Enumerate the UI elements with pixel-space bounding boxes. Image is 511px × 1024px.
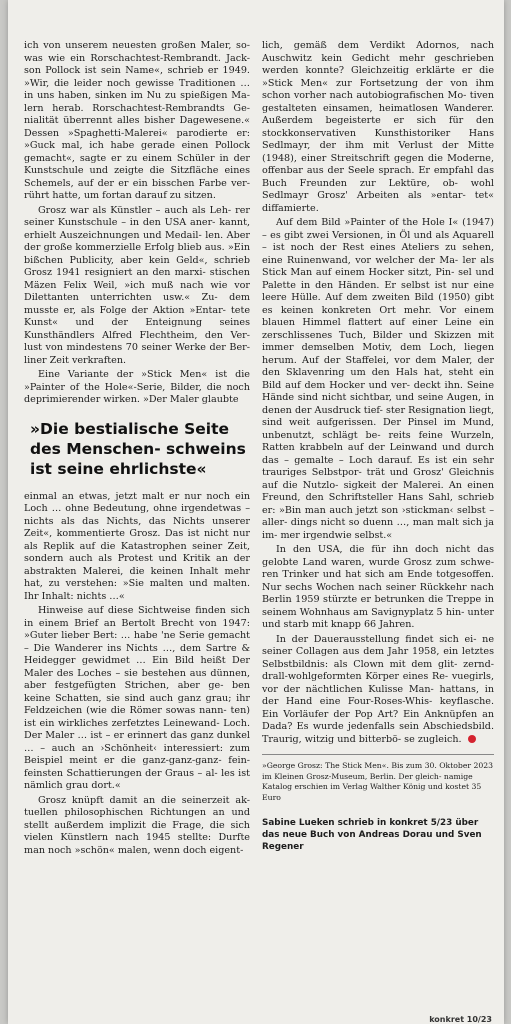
paragraph: Grosz war als Künstler – auch als Leh- rer seiner Kunstschule – in den USA aner- kannt, erhielt Auszeichnungen und Medail- len. Aber der große kommerzielle Erfolg blieb aus. »Ein bißchen Publicity, aber kein Geld«, schrieb Grosz 1941 resigniert an den marxi- stischen Mäzen Felix Weil, »ich muß nach wie vor Dilettanten unterrichten usw.« Zu- dem musste er, als Folge der Aktion »Entar- tete Kunst« und der Enteignung seines Kunsthändlers Alfred Flechtheim, den Ver- lust von mindestens 70 seiner Werke der Ber- liner Zeit verkraften. [24, 204, 250, 366]
end-mark-dot-icon [468, 735, 476, 743]
page-footer: konkret 10/23 [429, 1015, 492, 1024]
paragraph: Eine Variante der »Stick Men« ist die »Painter of the Hole«-Serie, Bilder, die noch deprimierender wirken. »Der Maler glaubte [24, 369, 250, 405]
paragraph: Auf dem Bild »Painter of the Hole I« (1947) – es gibt zwei Versionen, in Öl und als Aquarell – ist noch der Rest eines Ateliers zu sehen, eine Ruinenwand, vor welcher der Ma- ler als Stick Man auf einem Hocker sitzt, Pin- sel und Palette in den Händen. Er selbst ist nur eine leere Hülle. Auf dem zweiten Bild (1950) gibt es keinen konkreten Ort mehr. Vor einem blauen Himmel flattert auf einer Leine ein zerschlissenes Tuch, Bilder und Skizzen mit immer demselben Motiv, dem Loch, liegen herum. Auf der Staffelei, vor dem Maler, der den Sklavenring um den Hals hat, steht ein Bild auf dem Hocker und ver- deckt ihn. Seine Hände sind nicht sichtbar, und seine Augen, in denen der Ausdruck tief- ster Resignation liegt, sind weit aufgerissen. Der Pinsel im Mund, unbenutzt, schlägt be- reits feine Wurzeln, Ratten krabbeln auf der Leinwand und durch das – gemalte – Loch darauf. Es ist ein sehr trauriges Selbstpor- trät und Grosz' Gleichnis auf die Nutzlo- sigkeit der Malerei. An einen Freund, den Schriftsteller Hans Sahl, schrieb er: »Bin man auch jetzt son ›stickman‹ selbst – aller- dings nicht so duenn …, man malt sich ja im- mer irgendwie selbst.« [262, 217, 494, 541]
left-column [24, 40, 250, 857]
paragraph-text: In der Dauerausstellung findet sich ei- ne seiner Collagen aus dem Jahr 1958, ein letztes Selbstbildnis: als Clown mit dem glit- zernd-drall-wohlgeformten Körper eines Re- vuegirls, vor der nächtlichen Kulisse Man- hattans, in der Hand eine Four-Roses-Whis- keyflasche. Ein Vorläufer der Pop Art? Ein Anknüpfen an Dada? Es wurde jedenfalls sein Abschiedsbild. Traurig, witzig und bitterbö- se zugleich. [262, 633, 494, 745]
paragraph: Hinweise auf diese Sichtweise finden sich in einem Brief an Bertolt Brecht von 1947: »Guter lieber Bert: … habe 'ne Serie gemacht – Die Wanderer ins Nichts …, dem Sartre & Heidegger gewidmet … Ein Bild heißt Der Maler des Loches – sie bestehen aus dünnen, aber festgefügten Strichen, aber ge- ben keine Schatten, sie sind auch ganz grau; ihr Feldzeichen (wie die Römer sowas nann- ten) ist ein wirkliches zerfetztes Leinewand- Loch. Der Maler … ist – er erinnert das ganz dunkel … – auch an ›Schönheit‹ interessiert: zum Beispiel meint er die ganz-ganz-ganz- fein-feinsten Schattierungen der Graus – al- les ist nämlich grau dort.« [24, 605, 250, 791]
right-column [262, 40, 494, 853]
author-note: Sabine Lueken schrieb in konkret 5/23 über das neue Buch von Andreas Dorau und Sven Regener [262, 818, 482, 852]
paragraph: Grosz knüpft damit an die seinerzeit ak- tuellen philosophischen Richtungen an und stellt außerdem implizit die Frage, die sich vielen Künstlern nach 1945 stellte: Durfte man noch »schön« malen, wenn doch eigent- [24, 794, 250, 856]
pull-quote: »Die bestialische Seite des Menschen- schweins ist seine ehrlichste« [30, 419, 246, 478]
paragraph: einmal an etwas, jetzt malt er nur noch ein Loch … ohne Bedeutung, ohne irgendetwas – nichts als das Nichts, das Nichts unserer Zeit«, kommentierte Grosz. Das ist nicht nur als Replik auf die Katastrophen seiner Zeit, sondern auch als Protest und Kritik an der abstrakten Malerei, die keinen Inhalt mehr hat, zu verstehen: »Sie malten und malten. Ihr Inhalt: nichts …« [24, 490, 250, 602]
paragraph: In den USA, die für ihn doch nicht das gelobte Land waren, wurde Grosz zum schwe- ren Trinker und hat sich am Ende totgesoffen. Nur sechs Wochen nach seiner Rückkehr nach Berlin 1959 stürzte er betrunken die Treppe in seinem Wohnhaus am Savignyplatz 5 hin- unter und starb mit knapp 66 Jahren. [262, 544, 494, 630]
footnote-text: »George Grosz: The Stick Men«. Bis zum 30. Oktober 2023 im Kleinen Grosz-Museum, Berlin. Der gleich- namige Katalog erschien im Verlag Walther König und kostet 35 Euro [262, 761, 494, 802]
paragraph: ich von unserem neuesten großen Maler, so- was wie ein Rorschachtest-Rembrandt. Jack- son Pollock ist sein Name«, schrieb er 1949. »Wir, die leider noch gewisse Traditionen … in uns haben, sinken im Nu zu spießigen Ma- lern herab. Rorschachtest-Rembrandts Ge- nialität überrennt alles bisher Dagewesene.« Dessen »Spaghetti-Malerei« parodierte er: »Guck mal, ich habe gerade einen Pollock gemacht«, sagte er zu einem Schüler in der Kunstschule und zeigte die Sitzfläche eines Schemels, auf der er ein bisschen Farbe ver- rührt hatte, um fortan darauf zu sitzen. [24, 40, 250, 201]
paragraph: lich, gemäß dem Verdikt Adornos, nach Auschwitz kein Gedicht mehr geschrieben werden konnte? Gleichzeitig erklärte er die »Stick Men« zur Fortsetzung der von ihm schon vorher nach autobiografischen Mo- tiven gestalteten einsamen, heimatlosen Wanderer. Außerdem begeisterte er sich für den stockkonservativen Kunsthistoriker Hans Sedlmayr, der ihm mit Verlust der Mitte (1948), einer Streitschrift gegen die Moderne, offenbar aus der Seele sprach. Er empfahl das Buch Freunden zur Lektüre, ob- wohl Sedlmayr Grosz' Arbeiten als »entar- tet« diffamierte. [262, 40, 494, 214]
magazine-page [8, 0, 504, 1024]
paragraph-last [262, 634, 494, 747]
exhibition-footnote [262, 754, 494, 803]
